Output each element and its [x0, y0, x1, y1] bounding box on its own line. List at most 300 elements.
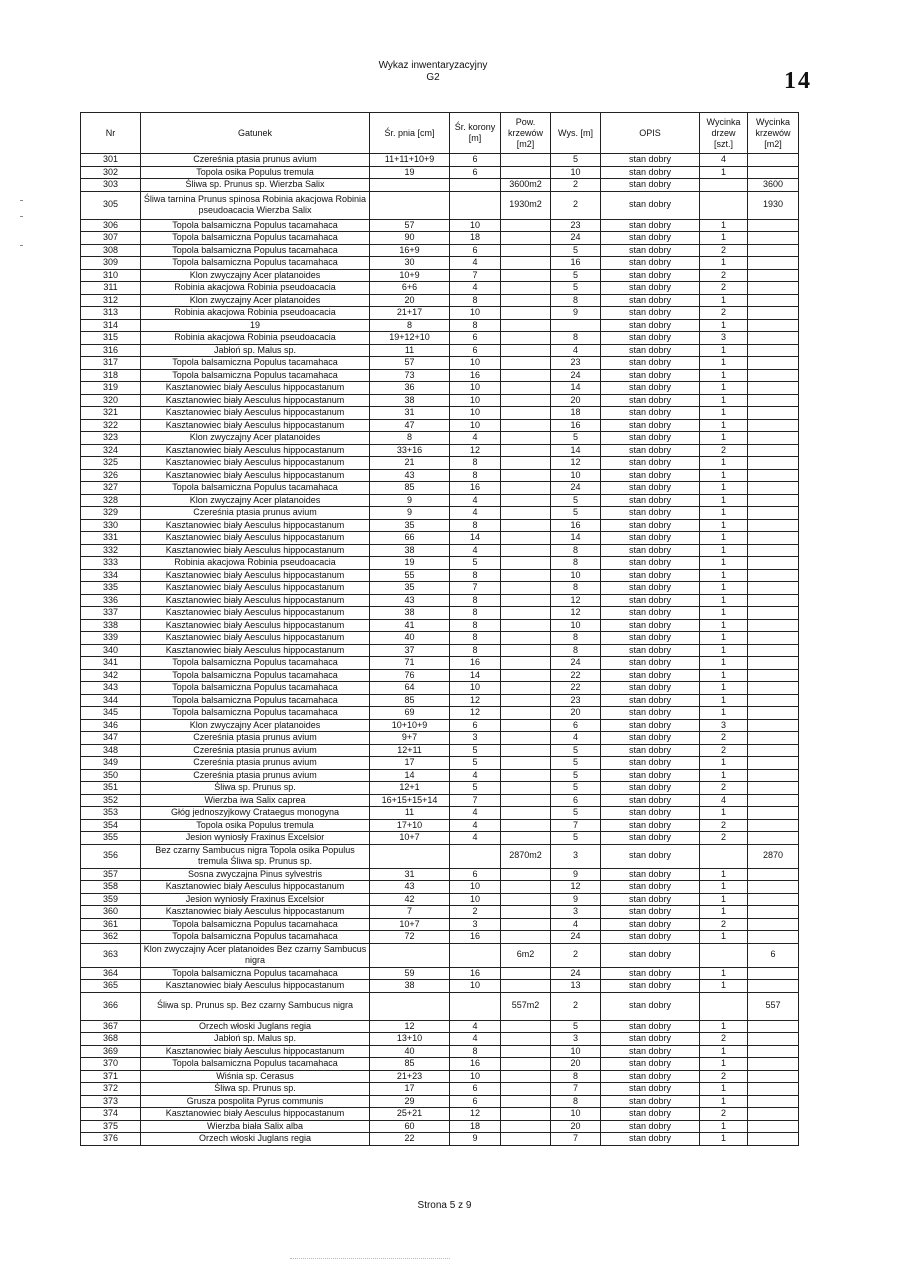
col-pow-krzewow-cell — [501, 644, 551, 657]
col-nr-cell: 338 — [81, 619, 141, 632]
col-opis-cell: stan dobry — [601, 507, 700, 520]
col-wycinka-drzew-cell: 1 — [700, 1020, 748, 1033]
col-sr-korony-cell: 14 — [450, 669, 501, 682]
col-wycinka-drzew-cell: 1 — [700, 519, 748, 532]
table-row — [81, 332, 799, 345]
col-sr-pnia-cell: 11 — [370, 807, 450, 820]
col-wycinka-drzew-cell: 1 — [700, 357, 748, 370]
table-row — [81, 307, 799, 320]
col-nr-cell: 315 — [81, 332, 141, 345]
col-sr-pnia-cell: 66 — [370, 532, 450, 545]
col-wycinka-drzew-cell: 1 — [700, 369, 748, 382]
col-gatunek-cell: Kasztanowiec biały Aesculus hippocastanum — [141, 1108, 370, 1121]
col-pow-krzewow-cell: 1930m2 — [501, 191, 551, 219]
col-wys-cell: 22 — [551, 669, 601, 682]
col-gatunek-cell: Kasztanowiec biały Aesculus hippocastanum — [141, 532, 370, 545]
col-nr-cell: 301 — [81, 154, 141, 167]
col-gatunek-cell: Czereśnia ptasia prunus avium — [141, 732, 370, 745]
col-sr-korony-cell: 12 — [450, 707, 501, 720]
col-sr-pnia-header: Śr. pnia [cm] — [370, 113, 450, 154]
table-row — [81, 191, 799, 219]
col-pow-krzewow-cell — [501, 1095, 551, 1108]
col-wys-cell: 18 — [551, 407, 601, 420]
col-wycinka-krzewow-header: Wycinka krzewów [m2] — [748, 113, 799, 154]
col-opis-cell: stan dobry — [601, 832, 700, 845]
col-sr-pnia-cell: 21 — [370, 457, 450, 470]
col-sr-pnia-cell: 85 — [370, 694, 450, 707]
col-nr-cell: 370 — [81, 1058, 141, 1071]
col-wycinka-krzewow-cell — [748, 232, 799, 245]
col-wycinka-krzewow-cell — [748, 432, 799, 445]
col-pow-krzewow-cell — [501, 807, 551, 820]
col-nr-cell: 366 — [81, 992, 141, 1020]
col-pow-krzewow-cell — [501, 1083, 551, 1096]
col-pow-krzewow-cell — [501, 1045, 551, 1058]
col-sr-korony-cell: 4 — [450, 507, 501, 520]
col-nr-cell: 352 — [81, 794, 141, 807]
col-nr-cell: 372 — [81, 1083, 141, 1096]
col-wycinka-krzewow-cell — [748, 507, 799, 520]
col-pow-krzewow-cell: 2870m2 — [501, 844, 551, 868]
table-body — [81, 154, 799, 1146]
col-pow-krzewow-cell — [501, 832, 551, 845]
col-gatunek-cell: Wierzba biała Salix alba — [141, 1120, 370, 1133]
col-wys-cell: 4 — [551, 918, 601, 931]
col-pow-krzewow-cell — [501, 682, 551, 695]
col-pow-krzewow-cell — [501, 344, 551, 357]
col-sr-pnia-cell: 10+10+9 — [370, 719, 450, 732]
table-row — [81, 819, 799, 832]
col-pow-krzewow-cell — [501, 369, 551, 382]
col-gatunek-cell: Kasztanowiec biały Aesculus hippocastanum — [141, 469, 370, 482]
col-wycinka-krzewow-cell: 557 — [748, 992, 799, 1020]
col-gatunek-cell: Kasztanowiec biały Aesculus hippocastanum — [141, 407, 370, 420]
col-wycinka-drzew-cell: 1 — [700, 319, 748, 332]
col-wycinka-krzewow-cell — [748, 694, 799, 707]
col-sr-pnia-cell: 9 — [370, 494, 450, 507]
col-nr-cell: 346 — [81, 719, 141, 732]
col-gatunek-cell: Topola balsamiczna Populus tacamahaca — [141, 967, 370, 980]
handwritten-page-number: 14 — [784, 68, 812, 94]
col-pow-krzewow-cell — [501, 394, 551, 407]
col-pow-krzewow-cell — [501, 868, 551, 881]
col-wys-cell: 5 — [551, 757, 601, 770]
col-sr-pnia-cell: 9 — [370, 507, 450, 520]
col-opis-cell: stan dobry — [601, 166, 700, 179]
col-pow-krzewow-cell — [501, 819, 551, 832]
col-wys-cell: 10 — [551, 1108, 601, 1121]
table-row — [81, 782, 799, 795]
col-opis-cell: stan dobry — [601, 307, 700, 320]
col-wycinka-krzewow-cell: 6 — [748, 943, 799, 967]
col-opis-cell: stan dobry — [601, 344, 700, 357]
col-opis-cell: stan dobry — [601, 906, 700, 919]
table-row — [81, 669, 799, 682]
table-row — [81, 832, 799, 845]
col-wycinka-drzew-cell: 1 — [700, 881, 748, 894]
table-row — [81, 1045, 799, 1058]
col-gatunek-cell: Klon zwyczajny Acer platanoides — [141, 294, 370, 307]
col-wycinka-krzewow-cell — [748, 269, 799, 282]
col-opis-cell: stan dobry — [601, 967, 700, 980]
col-wycinka-drzew-cell: 1 — [700, 1095, 748, 1108]
col-gatunek-cell: Klon zwyczajny Acer platanoides Bez czarny Sambucus nigra — [141, 943, 370, 967]
col-nr-cell: 310 — [81, 269, 141, 282]
col-gatunek-cell: Kasztanowiec biały Aesculus hippocastanum — [141, 419, 370, 432]
col-wys-cell: 2 — [551, 191, 601, 219]
col-wys-cell: 10 — [551, 569, 601, 582]
col-pow-krzewow-cell — [501, 469, 551, 482]
col-wycinka-krzewow-cell — [748, 707, 799, 720]
col-pow-krzewow-header: Pow. krzewów [m2] — [501, 113, 551, 154]
col-sr-pnia-cell: 17 — [370, 757, 450, 770]
col-sr-pnia-cell: 43 — [370, 881, 450, 894]
col-wys-cell: 24 — [551, 482, 601, 495]
col-nr-cell: 362 — [81, 931, 141, 944]
col-gatunek-cell: Topola balsamiczna Populus tacamahaca — [141, 707, 370, 720]
col-sr-korony-cell: 4 — [450, 544, 501, 557]
col-nr-cell: 351 — [81, 782, 141, 795]
col-gatunek-cell: Jesion wyniosły Fraxinus Excelsior — [141, 832, 370, 845]
col-wys-cell: 5 — [551, 769, 601, 782]
col-nr-cell: 367 — [81, 1020, 141, 1033]
col-wycinka-drzew-cell: 1 — [700, 769, 748, 782]
col-pow-krzewow-cell — [501, 782, 551, 795]
col-wycinka-drzew-cell: 1 — [700, 694, 748, 707]
col-wycinka-krzewow-cell — [748, 832, 799, 845]
col-gatunek-cell: Kasztanowiec biały Aesculus hippocastanum — [141, 544, 370, 557]
col-wycinka-drzew-cell: 1 — [700, 432, 748, 445]
col-wycinka-drzew-cell: 1 — [700, 1058, 748, 1071]
table-row — [81, 232, 799, 245]
col-opis-cell: stan dobry — [601, 232, 700, 245]
table-row — [81, 906, 799, 919]
col-sr-pnia-cell: 43 — [370, 594, 450, 607]
col-sr-korony-cell: 5 — [450, 557, 501, 570]
col-opis-cell: stan dobry — [601, 282, 700, 295]
table-row — [81, 1058, 799, 1071]
col-wys-cell: 16 — [551, 519, 601, 532]
col-wycinka-krzewow-cell — [748, 1058, 799, 1071]
col-gatunek-cell: Śliwa sp. Prunus sp. Wierzba Salix — [141, 179, 370, 192]
col-gatunek-cell: Klon zwyczajny Acer platanoides — [141, 719, 370, 732]
col-sr-pnia-cell: 90 — [370, 232, 450, 245]
col-wys-cell: 24 — [551, 232, 601, 245]
col-wycinka-drzew-cell: 2 — [700, 244, 748, 257]
document-subtitle: G2 — [426, 72, 440, 83]
col-nr-cell: 371 — [81, 1070, 141, 1083]
col-sr-korony-cell: 10 — [450, 682, 501, 695]
table-row — [81, 269, 799, 282]
col-pow-krzewow-cell — [501, 269, 551, 282]
table-row — [81, 1120, 799, 1133]
col-wycinka-drzew-cell: 2 — [700, 918, 748, 931]
table-row — [81, 632, 799, 645]
col-opis-cell: stan dobry — [601, 943, 700, 967]
col-nr-cell: 328 — [81, 494, 141, 507]
col-wycinka-drzew-cell: 4 — [700, 794, 748, 807]
table-row — [81, 732, 799, 745]
col-wycinka-krzewow-cell — [748, 682, 799, 695]
col-sr-korony-cell: 8 — [450, 607, 501, 620]
col-wycinka-krzewow-cell — [748, 594, 799, 607]
col-wycinka-krzewow-cell — [748, 881, 799, 894]
col-sr-korony-cell: 4 — [450, 282, 501, 295]
col-gatunek-cell: Czereśnia ptasia prunus avium — [141, 154, 370, 167]
margin-mark — [20, 245, 23, 246]
col-nr-cell: 350 — [81, 769, 141, 782]
col-nr-cell: 326 — [81, 469, 141, 482]
col-pow-krzewow-cell — [501, 881, 551, 894]
col-wycinka-drzew-cell: 1 — [700, 382, 748, 395]
col-wys-cell: 5 — [551, 282, 601, 295]
col-nr-cell: 341 — [81, 657, 141, 670]
col-gatunek-header: Gatunek — [141, 113, 370, 154]
col-sr-korony-cell: 12 — [450, 1108, 501, 1121]
col-opis-cell: stan dobry — [601, 457, 700, 470]
col-gatunek-cell: Kasztanowiec biały Aesculus hippocastanum — [141, 382, 370, 395]
col-sr-korony-cell: 6 — [450, 1083, 501, 1096]
table-row — [81, 967, 799, 980]
col-pow-krzewow-cell — [501, 282, 551, 295]
col-pow-krzewow-cell — [501, 694, 551, 707]
col-gatunek-cell: Topola balsamiczna Populus tacamahaca — [141, 219, 370, 232]
margin-mark — [20, 200, 23, 201]
col-nr-cell: 307 — [81, 232, 141, 245]
col-wycinka-drzew-cell: 1 — [700, 1045, 748, 1058]
scan-artifact-line — [290, 1258, 450, 1259]
col-wys-cell: 14 — [551, 382, 601, 395]
col-sr-pnia-cell: 85 — [370, 1058, 450, 1071]
col-sr-pnia-cell — [370, 943, 450, 967]
col-pow-krzewow-cell — [501, 319, 551, 332]
col-pow-krzewow-cell — [501, 257, 551, 270]
col-wys-cell: 10 — [551, 166, 601, 179]
col-wycinka-krzewow-cell — [748, 544, 799, 557]
table-row — [81, 769, 799, 782]
col-gatunek-cell: Robinia akacjowa Robinia pseudoacacia — [141, 557, 370, 570]
col-opis-cell: stan dobry — [601, 332, 700, 345]
col-wycinka-krzewow-cell — [748, 1070, 799, 1083]
col-wycinka-krzewow-cell — [748, 819, 799, 832]
col-sr-pnia-cell: 19 — [370, 166, 450, 179]
col-gatunek-cell: Topola balsamiczna Populus tacamahaca — [141, 918, 370, 931]
col-opis-cell: stan dobry — [601, 794, 700, 807]
col-wycinka-drzew-cell — [700, 992, 748, 1020]
col-wycinka-krzewow-cell — [748, 419, 799, 432]
table-row — [81, 444, 799, 457]
col-sr-pnia-cell: 13+10 — [370, 1033, 450, 1046]
col-wycinka-drzew-cell: 1 — [700, 594, 748, 607]
col-sr-korony-cell: 5 — [450, 744, 501, 757]
col-sr-korony-cell: 8 — [450, 644, 501, 657]
col-opis-cell: stan dobry — [601, 1058, 700, 1071]
col-nr-cell: 334 — [81, 569, 141, 582]
col-sr-pnia-cell: 21+23 — [370, 1070, 450, 1083]
col-opis-cell: stan dobry — [601, 557, 700, 570]
col-nr-cell: 313 — [81, 307, 141, 320]
col-sr-pnia-cell: 35 — [370, 582, 450, 595]
col-nr-cell: 374 — [81, 1108, 141, 1121]
col-opis-cell: stan dobry — [601, 532, 700, 545]
col-wys-cell: 20 — [551, 1058, 601, 1071]
col-sr-korony-cell: 18 — [450, 1120, 501, 1133]
col-opis-cell: stan dobry — [601, 844, 700, 868]
col-gatunek-cell: Topola osika Populus tremula — [141, 166, 370, 179]
table-row — [81, 244, 799, 257]
col-pow-krzewow-cell — [501, 332, 551, 345]
table-row — [81, 607, 799, 620]
col-wys-cell: 16 — [551, 419, 601, 432]
col-sr-korony-cell: 6 — [450, 344, 501, 357]
col-sr-pnia-cell: 47 — [370, 419, 450, 432]
col-opis-cell: stan dobry — [601, 1045, 700, 1058]
col-sr-korony-cell: 10 — [450, 980, 501, 993]
col-wycinka-krzewow-cell — [748, 1120, 799, 1133]
col-wycinka-krzewow-cell — [748, 407, 799, 420]
col-nr-cell: 302 — [81, 166, 141, 179]
col-wys-cell: 6 — [551, 719, 601, 732]
col-sr-pnia-cell: 41 — [370, 619, 450, 632]
col-sr-pnia-cell: 21+17 — [370, 307, 450, 320]
col-pow-krzewow-cell — [501, 432, 551, 445]
col-sr-korony-cell: 8 — [450, 294, 501, 307]
col-sr-pnia-cell: 72 — [370, 931, 450, 944]
col-wycinka-drzew-cell: 1 — [700, 1120, 748, 1133]
col-wycinka-drzew-cell: 1 — [700, 257, 748, 270]
table-row — [81, 494, 799, 507]
col-wys-cell: 24 — [551, 657, 601, 670]
col-pow-krzewow-cell — [501, 569, 551, 582]
col-wycinka-krzewow-cell — [748, 357, 799, 370]
col-sr-korony-cell: 6 — [450, 332, 501, 345]
col-sr-korony-cell: 4 — [450, 257, 501, 270]
col-sr-pnia-cell: 9+7 — [370, 732, 450, 745]
col-wycinka-krzewow-cell — [748, 807, 799, 820]
col-wys-cell: 10 — [551, 619, 601, 632]
table-row — [81, 382, 799, 395]
col-sr-korony-cell: 8 — [450, 519, 501, 532]
col-wys-cell: 5 — [551, 494, 601, 507]
col-gatunek-cell: Kasztanowiec biały Aesculus hippocastanum — [141, 394, 370, 407]
col-wys-cell: 8 — [551, 557, 601, 570]
col-sr-korony-cell: 10 — [450, 893, 501, 906]
col-sr-pnia-cell: 64 — [370, 682, 450, 695]
col-gatunek-cell: Kasztanowiec biały Aesculus hippocastanum — [141, 444, 370, 457]
col-wys-header: Wys. [m] — [551, 113, 601, 154]
col-sr-korony-cell: 10 — [450, 407, 501, 420]
col-nr-cell: 337 — [81, 607, 141, 620]
col-sr-pnia-cell: 30 — [370, 257, 450, 270]
col-nr-cell: 306 — [81, 219, 141, 232]
col-nr-cell: 349 — [81, 757, 141, 770]
table-row — [81, 868, 799, 881]
col-opis-cell: stan dobry — [601, 1108, 700, 1121]
col-opis-cell: stan dobry — [601, 657, 700, 670]
col-opis-cell: stan dobry — [601, 669, 700, 682]
col-sr-korony-cell: 16 — [450, 1058, 501, 1071]
col-wycinka-krzewow-cell — [748, 344, 799, 357]
col-wys-cell: 8 — [551, 294, 601, 307]
col-wycinka-krzewow-cell — [748, 219, 799, 232]
col-gatunek-cell: Śliwa sp. Prunus sp. — [141, 1083, 370, 1096]
col-wys-cell: 7 — [551, 1083, 601, 1096]
col-pow-krzewow-cell — [501, 582, 551, 595]
col-nr-cell: 375 — [81, 1120, 141, 1133]
col-sr-pnia-cell: 7 — [370, 906, 450, 919]
col-nr-cell: 363 — [81, 943, 141, 967]
col-opis-cell: stan dobry — [601, 382, 700, 395]
table-row — [81, 682, 799, 695]
col-sr-korony-cell: 12 — [450, 444, 501, 457]
col-nr-cell: 319 — [81, 382, 141, 395]
col-wycinka-krzewow-cell — [748, 1020, 799, 1033]
col-wycinka-drzew-cell: 1 — [700, 219, 748, 232]
col-wys-cell: 5 — [551, 507, 601, 520]
col-nr-cell: 339 — [81, 632, 141, 645]
col-opis-cell: stan dobry — [601, 569, 700, 582]
col-wys-cell: 7 — [551, 1133, 601, 1146]
col-wys-cell: 6 — [551, 794, 601, 807]
col-wys-cell: 2 — [551, 179, 601, 192]
col-wycinka-drzew-cell: 1 — [700, 582, 748, 595]
col-wycinka-drzew-cell: 1 — [700, 394, 748, 407]
col-opis-cell: stan dobry — [601, 269, 700, 282]
col-wycinka-krzewow-cell — [748, 644, 799, 657]
col-gatunek-cell: Kasztanowiec biały Aesculus hippocastanum — [141, 582, 370, 595]
col-wycinka-drzew-cell: 1 — [700, 967, 748, 980]
col-sr-pnia-cell: 38 — [370, 980, 450, 993]
col-nr-cell: 324 — [81, 444, 141, 457]
col-sr-korony-cell — [450, 943, 501, 967]
table-row — [81, 482, 799, 495]
col-sr-korony-cell: 7 — [450, 582, 501, 595]
col-sr-pnia-cell: 31 — [370, 407, 450, 420]
col-wycinka-krzewow-cell — [748, 294, 799, 307]
col-sr-pnia-cell: 11 — [370, 344, 450, 357]
col-gatunek-cell: Czereśnia ptasia prunus avium — [141, 757, 370, 770]
col-gatunek-cell: Orzech włoski Juglans regia — [141, 1133, 370, 1146]
col-wycinka-drzew-cell: 2 — [700, 832, 748, 845]
table-row — [81, 980, 799, 993]
col-wys-cell: 5 — [551, 782, 601, 795]
col-opis-cell: stan dobry — [601, 980, 700, 993]
col-wycinka-krzewow-cell: 1930 — [748, 191, 799, 219]
col-wycinka-drzew-cell: 1 — [700, 344, 748, 357]
col-wycinka-krzewow-cell — [748, 632, 799, 645]
col-wys-cell: 9 — [551, 868, 601, 881]
col-wycinka-drzew-cell: 1 — [700, 469, 748, 482]
table-row — [81, 319, 799, 332]
col-wycinka-krzewow-cell — [748, 744, 799, 757]
col-sr-korony-cell: 5 — [450, 757, 501, 770]
col-gatunek-cell: Wierzba iwa Salix caprea — [141, 794, 370, 807]
col-gatunek-cell: Topola balsamiczna Populus tacamahaca — [141, 694, 370, 707]
col-wycinka-krzewow-cell — [748, 931, 799, 944]
col-nr-cell: 305 — [81, 191, 141, 219]
col-nr-cell: 373 — [81, 1095, 141, 1108]
col-pow-krzewow-cell — [501, 769, 551, 782]
col-gatunek-cell: Kasztanowiec biały Aesculus hippocastanum — [141, 569, 370, 582]
col-nr-cell: 358 — [81, 881, 141, 894]
table-row — [81, 557, 799, 570]
col-wycinka-drzew-cell: 2 — [700, 307, 748, 320]
col-sr-korony-cell: 6 — [450, 244, 501, 257]
table-row — [81, 282, 799, 295]
col-wycinka-krzewow-cell — [748, 382, 799, 395]
col-wycinka-drzew-header: Wycinka drzew [szt.] — [700, 113, 748, 154]
col-wycinka-drzew-cell: 1 — [700, 906, 748, 919]
